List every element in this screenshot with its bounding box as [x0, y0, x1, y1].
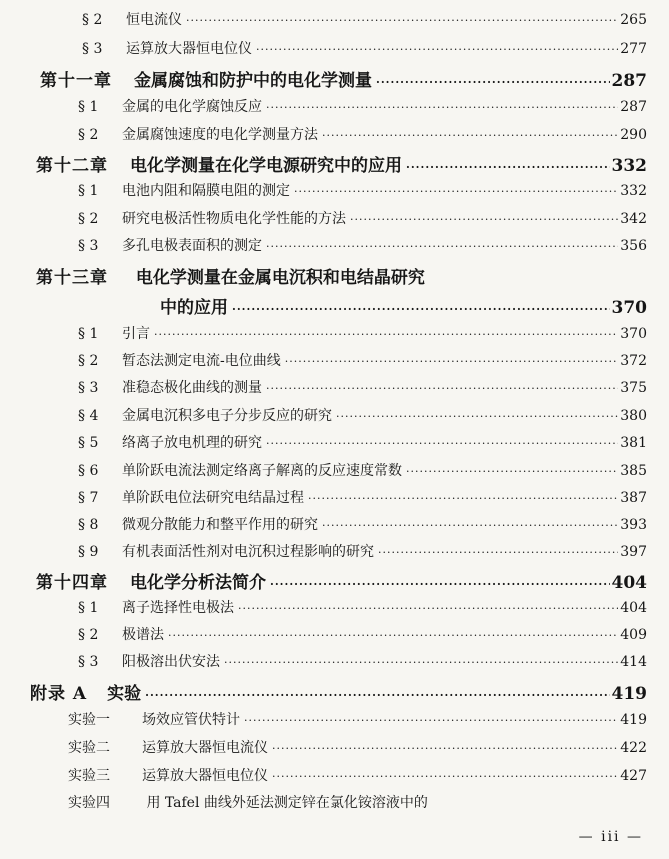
- section-number: § 3: [82, 41, 103, 57]
- experiment-number: 实验二: [68, 740, 110, 756]
- section-number: § 3: [78, 238, 99, 254]
- dot-leader: [322, 519, 618, 532]
- dot-leader: [145, 689, 609, 702]
- chapter-title: 金属腐蚀和防护中的电化学测量: [134, 71, 372, 91]
- dot-leader: [224, 656, 618, 669]
- section-number: § 2: [78, 353, 99, 369]
- page-number: 370: [620, 326, 647, 342]
- section-number: § 7: [78, 490, 99, 506]
- entry-title: 离子选择性电极法: [122, 600, 234, 616]
- section-number: § 3: [78, 654, 99, 670]
- page-number: 397: [620, 544, 647, 560]
- dot-leader: [336, 410, 618, 423]
- dot-leader: [378, 546, 618, 559]
- dot-leader: [270, 578, 610, 591]
- appendix-title: 实验: [107, 684, 142, 704]
- page-number: 277: [620, 41, 647, 57]
- toc-entry[interactable]: [78, 96, 647, 122]
- chapter-number: 第十一章: [40, 71, 112, 91]
- page-number: 393: [620, 517, 647, 533]
- page-number: 356: [620, 238, 647, 254]
- dot-leader: [406, 465, 618, 478]
- entry-title: 微观分散能力和整平作用的研究: [122, 517, 318, 533]
- dot-leader: [272, 770, 618, 783]
- dot-leader: [232, 303, 610, 316]
- chapter-number: 第十二章: [36, 156, 108, 176]
- dot-leader: [154, 328, 618, 341]
- dot-leader: [266, 101, 618, 114]
- entry-title: 运算放大器恒电流仪: [142, 740, 268, 756]
- dot-leader: [294, 185, 618, 198]
- dot-leader: [406, 161, 610, 174]
- page-marker: — iii —: [578, 829, 643, 845]
- page-number: 287: [620, 99, 647, 115]
- entry-title: 电池内阻和隔膜电阻的测定: [122, 183, 290, 199]
- section-number: § 1: [78, 326, 99, 342]
- toc-experiment-entry[interactable]: [68, 792, 428, 812]
- chapter-title: 电化学分析法简介: [130, 573, 266, 593]
- page-number: 414: [620, 654, 647, 670]
- toc-entry[interactable]: [78, 208, 647, 234]
- entry-title: 极谱法: [122, 627, 164, 643]
- entry-title: 单阶跃电位法研究电结晶过程: [122, 490, 304, 506]
- entry-title: 金属腐蚀速度的电化学测量方法: [122, 127, 318, 143]
- toc-entry[interactable]: [82, 38, 647, 64]
- toc-entry[interactable]: [78, 235, 647, 261]
- page-number: 419: [620, 712, 647, 728]
- page-number: 385: [620, 463, 647, 479]
- chapter-number: 第十三章: [36, 268, 108, 288]
- toc-entry[interactable]: [78, 377, 647, 403]
- toc-entry[interactable]: [78, 514, 647, 540]
- page-number: 387: [620, 490, 647, 506]
- toc-entry[interactable]: [78, 323, 647, 349]
- toc-entry[interactable]: [78, 624, 647, 650]
- page-number: 265: [620, 12, 647, 28]
- experiment-number: 实验一: [68, 712, 110, 728]
- entry-title: 有机表面活性剂对电沉积过程影响的研究: [122, 544, 374, 560]
- entry-title: 恒电流仪: [126, 12, 182, 28]
- page-number: 381: [620, 435, 647, 451]
- entry-title: 金属的电化学腐蚀反应: [122, 99, 262, 115]
- section-number: § 2: [78, 211, 99, 227]
- dot-leader: [376, 76, 610, 89]
- entry-title: 场效应管伏特计: [142, 712, 240, 728]
- section-number: § 8: [78, 517, 99, 533]
- toc-entry[interactable]: [78, 432, 647, 458]
- page-number: 332: [611, 156, 647, 176]
- dot-leader: [266, 240, 618, 253]
- entry-title: 暂态法测定电流-电位曲线: [122, 353, 281, 369]
- section-number: § 2: [78, 127, 99, 143]
- dot-leader: [186, 14, 618, 27]
- page-number: 422: [620, 740, 647, 756]
- dot-leader: [350, 213, 618, 226]
- appendix-label: 附录 A: [30, 684, 88, 704]
- dot-leader: [308, 492, 618, 505]
- page-number: 375: [620, 380, 647, 396]
- toc-entry[interactable]: [78, 460, 647, 486]
- dot-leader: [244, 714, 618, 727]
- chapter-number: 第十四章: [36, 573, 108, 593]
- toc-chapter-entry[interactable]: [36, 263, 425, 288]
- page-number: 409: [620, 627, 647, 643]
- section-number: § 9: [78, 544, 99, 560]
- section-number: § 1: [78, 183, 99, 199]
- section-number: § 6: [78, 463, 99, 479]
- toc-chapter-entry[interactable]: [36, 568, 647, 594]
- toc-entry[interactable]: [78, 597, 647, 623]
- page-number: 372: [620, 353, 647, 369]
- toc-chapter-entry[interactable]: [36, 151, 647, 177]
- toc-chapter-entry[interactable]: [40, 66, 647, 92]
- entry-title: 用 Tafel 曲线外延法测定锌在氯化铵溶液中的: [146, 795, 428, 811]
- page-number: 380: [620, 408, 647, 424]
- entry-title: 运算放大器恒电位仪: [126, 41, 252, 57]
- toc-entry[interactable]: [82, 9, 647, 35]
- chapter-title: 电化学测量在金属电沉积和电结晶研究: [135, 268, 425, 288]
- experiment-number: 实验三: [68, 768, 110, 784]
- toc-appendix-entry[interactable]: [30, 679, 647, 705]
- toc-entry[interactable]: [78, 350, 647, 376]
- page-number: 370: [611, 298, 647, 318]
- page-number: 332: [620, 183, 647, 199]
- toc-experiment-entry[interactable]: [68, 737, 647, 763]
- page-number: 287: [611, 71, 647, 91]
- dot-leader: [256, 43, 618, 56]
- toc-experiment-entry[interactable]: [68, 765, 647, 791]
- toc-chapter-continuation[interactable]: [160, 293, 647, 319]
- section-number: § 3: [78, 380, 99, 396]
- entry-title: 金属电沉积多电子分步反应的研究: [122, 408, 332, 424]
- toc-entry[interactable]: [78, 651, 647, 677]
- page-number: 342: [620, 211, 647, 227]
- toc-experiment-entry[interactable]: [68, 709, 647, 735]
- experiment-number: 实验四: [68, 795, 110, 811]
- entry-title: 单阶跃电流法测定络离子解离的反应速度常数: [122, 463, 402, 479]
- page-number: 419: [611, 684, 647, 704]
- section-number: § 4: [78, 408, 99, 424]
- entry-title: 多孔电极表面积的测定: [122, 238, 262, 254]
- dot-leader: [266, 382, 618, 395]
- page-number: 427: [620, 768, 647, 784]
- section-number: § 1: [78, 99, 99, 115]
- toc-entry[interactable]: [78, 124, 647, 150]
- dot-leader: [168, 629, 618, 642]
- section-number: § 2: [78, 627, 99, 643]
- entry-title: 运算放大器恒电位仪: [142, 768, 268, 784]
- entry-title: 准稳态极化曲线的测量: [122, 380, 262, 396]
- toc-entry[interactable]: [78, 487, 647, 513]
- page-number: 290: [620, 127, 647, 143]
- dot-leader: [266, 437, 618, 450]
- dot-leader: [322, 129, 618, 142]
- dot-leader: [272, 742, 618, 755]
- section-number: § 1: [78, 600, 99, 616]
- entry-title: 络离子放电机理的研究: [122, 435, 262, 451]
- entry-title: 阳极溶出伏安法: [122, 654, 220, 670]
- toc-entry[interactable]: [78, 541, 647, 567]
- section-number: § 2: [82, 12, 103, 28]
- page-number: 404: [611, 573, 647, 593]
- chapter-title-continued: 中的应用: [160, 298, 228, 318]
- toc-entry[interactable]: [78, 180, 647, 206]
- entry-title: 引言: [122, 326, 150, 342]
- toc-entry[interactable]: [78, 405, 647, 431]
- chapter-title: 电化学测量在化学电源研究中的应用: [130, 156, 402, 176]
- section-number: § 5: [78, 435, 99, 451]
- page-number: 404: [620, 600, 647, 616]
- dot-leader: [238, 602, 618, 615]
- dot-leader: [285, 355, 619, 368]
- entry-title: 研究电极活性物质电化学性能的方法: [122, 211, 346, 227]
